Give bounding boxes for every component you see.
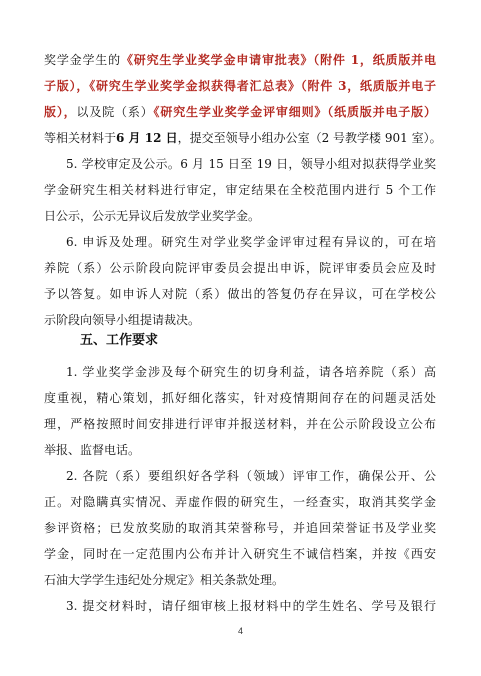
para5-line-3: 日公示，公示无异议后发放学业奖学金。 (44, 209, 261, 223)
req2-line-5: 石油大学学生违纪处分规定》相关条款处理。 (44, 573, 285, 587)
para1-line-4 (44, 131, 442, 146)
para1-text: ，提交至领导小组办公室（2 号教学楼 901 室）。 (177, 131, 442, 145)
req3-line-1: 3. 提交材料时，请仔细审核上报材料中的学生姓名、学号及银行 (66, 599, 436, 613)
para1-line-3 (44, 105, 436, 120)
para6-line-2: 养院（系）公示阶段向院评审委员会提出申诉，院评审委员会应及时 (44, 261, 436, 275)
para1-highlight: 版）， (44, 105, 77, 119)
para6-line-3: 予以答复。如申诉人对院（系）做出的答复仍存在异议，可在学校公 (44, 287, 436, 301)
para1-text: 奖学金学生的 (44, 53, 121, 67)
req2-line-2: 正。对隐瞒真实情况、弄虚作假的研究生，一经查实，取消其奖学金 (44, 495, 436, 509)
para1-highlight: 《研究生学业奖学金评审细则》（纸质版并电子版） (153, 105, 436, 119)
req2-line-1: 2. 各院（系）要组织好各学科（领域）评审工作，确保公开、公 (66, 469, 436, 483)
req1-line-2: 度重视，精心策划，抓好细化落实，针对疫情期间存在的问题灵活处 (44, 391, 436, 405)
para1-highlight: 子版）， (44, 79, 90, 93)
para1-text: 等相关材料于 (44, 131, 117, 145)
req2-line-3: 参评资格；已发放奖励的取消其荣誉称号，并追回荣誉证书及学业奖 (44, 521, 436, 535)
req1-line-3: 理，严格按照时间安排进行评审并报送材料，并在公示阶段设立公布 (44, 417, 436, 431)
para6-line-4: 示阶段向领导小组提请裁决。 (44, 313, 201, 327)
para1-highlight: 《研究生学业奖学金申请审批表》（附件 1，纸质版并电 (120, 53, 436, 67)
req2-line-4: 学金，同时在一定范围内公布并计入研究生不诚信档案，并按《西安 (44, 547, 436, 561)
req1-line-1: 1. 学业奖学金涉及每个研究生的切身利益，请各培养院（系）高 (66, 365, 436, 379)
para1-highlight: 《研究生学业奖学金拟获得者汇总表》（附件 3，纸质版并电子 (89, 79, 436, 93)
para1-text: 以及院（系） (76, 105, 154, 119)
page-number: 4 (237, 626, 243, 636)
para6-line-1: 6. 申诉及处理。研究生对学业奖学金评审过程有异议的，可在培 (66, 235, 436, 249)
para1-line-1 (44, 53, 436, 68)
req1-line-4: 举报、监督电话。 (44, 443, 141, 457)
para1-line-2 (44, 79, 436, 94)
para1-date: 6 月 12 日 (116, 131, 178, 145)
para5-line-1: 5. 学校审定及公示。6 月 15 日至 19 日，领导小组对拟获得学业奖 (66, 157, 436, 171)
para5-line-2: 学金研究生相关材料进行审定，审定结果在全校范围内进行 5 个工作 (44, 183, 436, 197)
section-heading-work-requirements: 五、工作要求 (80, 333, 159, 348)
